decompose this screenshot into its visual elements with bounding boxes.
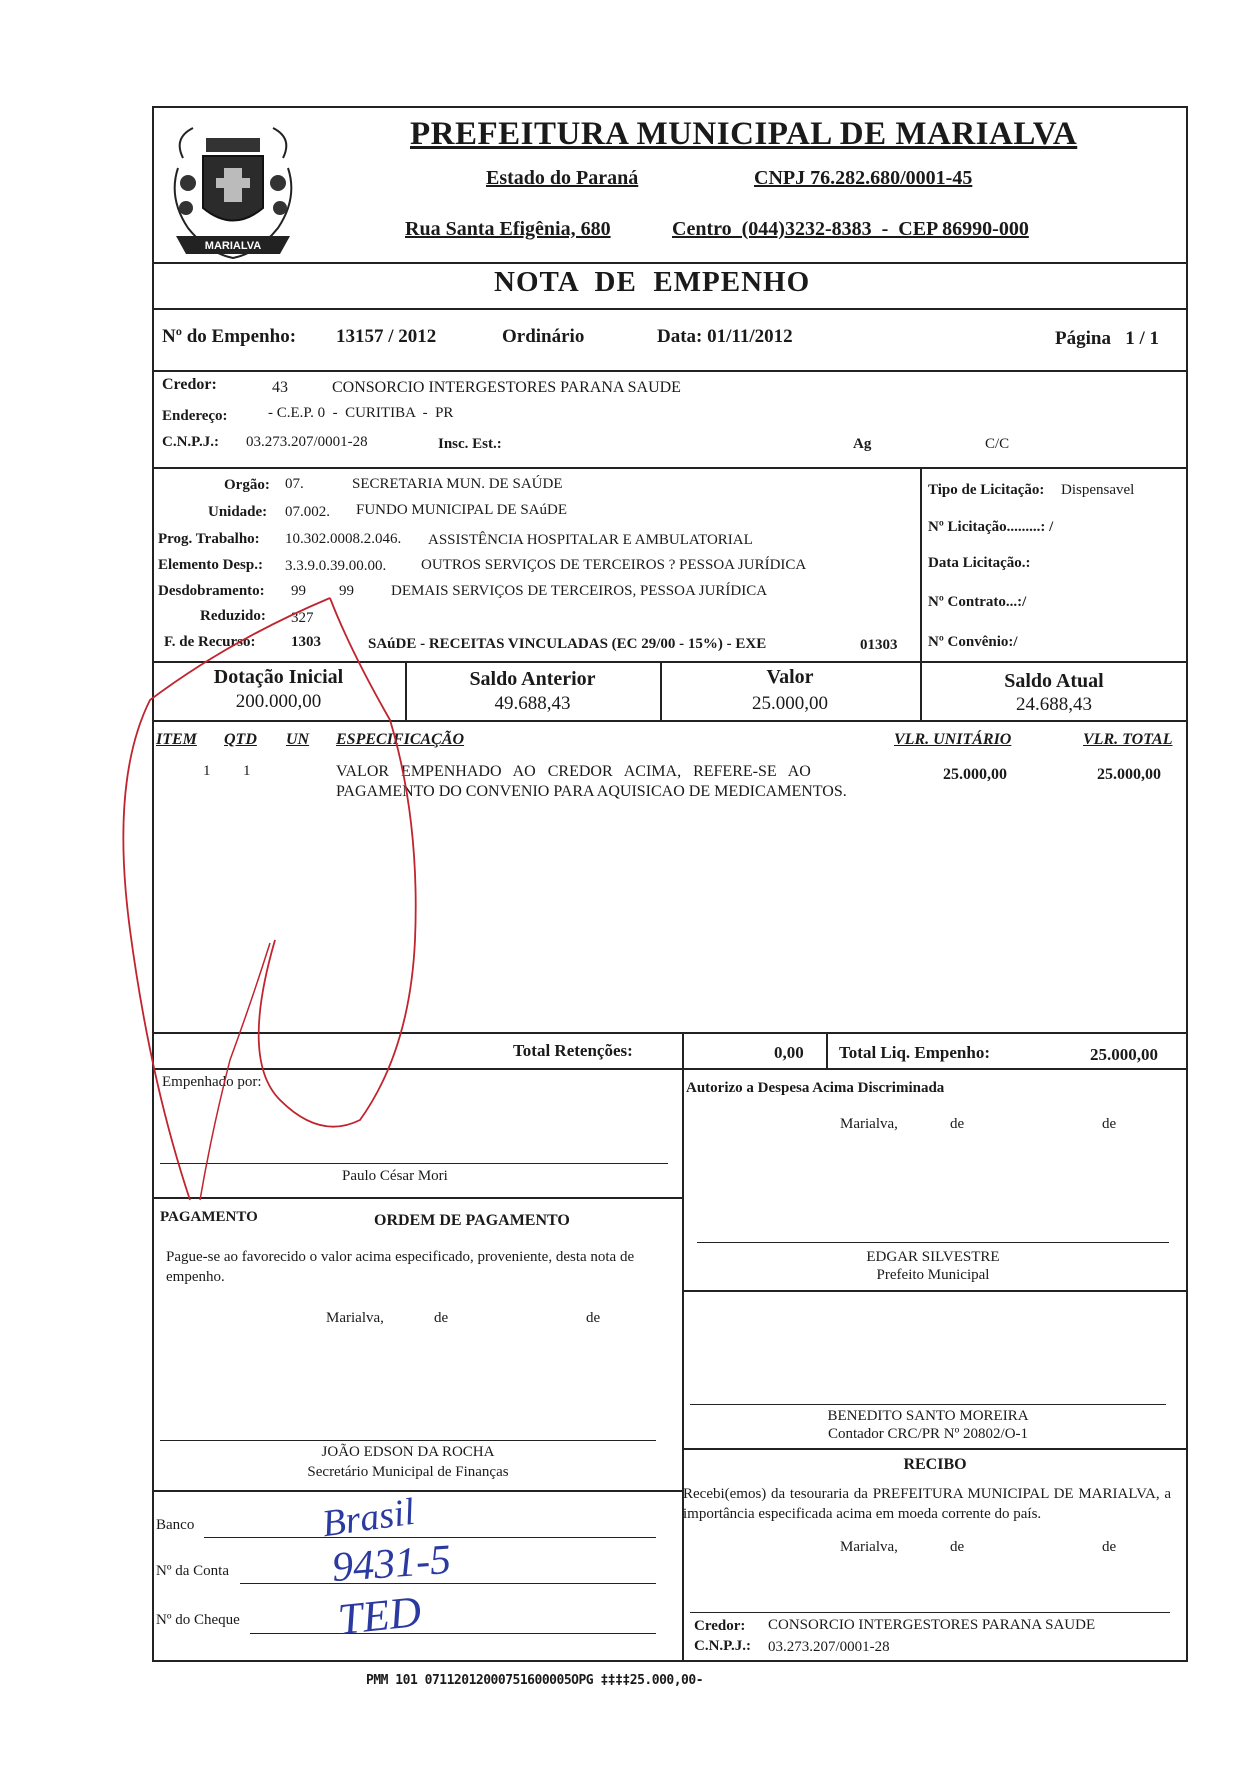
valor-label: Valor [766,666,814,688]
cnpj-credor-label: C.N.P.J.: [162,434,219,450]
elemento-value: 3.3.9.0.39.00.00. [285,558,387,574]
prefeito-title: Prefeito Municipal [876,1267,990,1283]
col-un: UN [286,731,310,748]
col-qtd: QTD [224,731,257,748]
saldo-atual-label: Saldo Atual [1004,670,1104,692]
saldo-anterior-label: Saldo Anterior [469,668,596,690]
item-qtd: 1 [243,763,251,779]
unidade-value: 07.002. [285,504,330,520]
empenho-date: Data: 01/11/2012 [657,326,793,347]
tipo-licitacao-value: Dispensavel [1061,482,1135,498]
recibo-title: RECIBO [903,1456,967,1473]
cheque-handwritten: TED [335,1586,424,1645]
prog-label: Prog. Trabalho: [158,531,260,547]
reduzido-value: 327 [291,610,314,626]
item-spec-line1: VALOR EMPENHADO AO CREDOR ACIMA, REFERE-SE AO [336,763,811,780]
ordem-pagamento-label: ORDEM DE PAGAMENTO [374,1212,570,1229]
elemento-label: Elemento Desp.: [158,557,263,573]
footer-code: PMM 101 07112012000751600005OPG ‡‡‡‡25.000,00- [366,1673,704,1688]
total-liq-value: 25.000,00 [1090,1045,1158,1064]
banco-label: Banco [156,1517,195,1533]
recibo-marialva: Marialva, [840,1539,898,1555]
prefeito-name: EDGAR SILVESTRE [866,1249,1000,1265]
empenhado-por-name: Paulo César Mori [342,1168,448,1184]
recibo-credor-label: Credor: [694,1618,746,1634]
page-title: PREFEITURA MUNICIPAL DE MARIALVA [410,116,1078,152]
autorizo-marialva: Marialva, [840,1116,898,1132]
credor-name: CONSORCIO INTERGESTORES PARANA SAUDE [332,379,681,396]
numero-licitacao: Nº Licitação.........: / [928,519,1054,535]
recibo-credor-name: CONSORCIO INTERGESTORES PARANA SAUDE [768,1617,1096,1633]
empenhado-por-label: Empenhado por: [162,1074,262,1090]
recurso-code: 01303 [860,637,898,653]
endereco-value: - C.E.P. 0 - CURITIBA - PR [268,405,454,421]
desdobramento-b: 99 [339,583,354,599]
valor-value: 25.000,00 [752,693,828,714]
secretario-name: JOÃO EDSON DA ROCHA [321,1444,495,1460]
elemento-desc: OUTROS SERVIÇOS DE TERCEIROS ? PESSOA JURÍDICA [421,557,807,573]
autorizo-de-1: de [950,1116,965,1132]
cheque-label: Nº do Cheque [156,1612,240,1628]
orgao-value: 07. [285,476,304,492]
autorizo-de-2: de [1102,1116,1117,1132]
prog-desc: ASSISTÊNCIA HOSPITALAR E AMBULATORIAL [428,532,753,548]
address-label: Rua Santa Efigênia, 680 [405,218,611,240]
item-unit-value: 25.000,00 [943,766,1007,783]
retencoes-value: 0,00 [774,1043,804,1062]
recurso-value: 1303 [291,634,321,650]
credor-label: Credor: [162,376,217,393]
orgao-desc: SECRETARIA MUN. DE SAÚDE [352,476,563,492]
pagamento-de-2: de [586,1310,601,1326]
total-liq-label: Total Liq. Empenho: [839,1043,990,1062]
empenho-type: Ordinário [502,326,585,347]
pagamento-label: PAGAMENTO [160,1209,258,1225]
ag-label: Ag [853,436,872,452]
banco-handwritten: Brasil [319,1490,418,1546]
desdobramento-a: 99 [291,583,306,599]
autorizo-label: Autorizo a Despesa Acima Discriminada [686,1080,945,1096]
insc-est-label: Insc. Est.: [438,436,502,452]
contador-name: BENEDITO SANTO MOREIRA [827,1408,1029,1424]
saldo-atual-value: 24.688,43 [1016,694,1092,715]
contador-title: Contador CRC/PR Nº 20802/O-1 [827,1426,1029,1442]
col-spec: ESPECIFICAÇÃO [336,731,465,748]
recurso-label: F. de Recurso: [164,634,256,650]
unidade-label: Unidade: [208,504,268,520]
item-spec-line2: PAGAMENTO DO CONVENIO PARA AQUISICAO DE MEDICAMENTOS. [336,783,847,800]
pagamento-marialva: Marialva, [326,1310,384,1326]
doc-title: NOTA DE EMPENHO [494,266,811,298]
col-total: VLR. TOTAL [1083,731,1173,748]
empenho-number-label: Nº do Empenho: [162,326,297,347]
cc-label: C/C [985,436,1010,452]
dotacao-inicial-value: 200.000,00 [235,691,322,712]
conta-label: Nº da Conta [156,1563,229,1579]
recurso-desc: SAúDE - RECEITAS VINCULADAS (EC 29/00 - 15%) - EXE [368,636,767,652]
recibo-cnpj-value: 03.273.207/0001-28 [768,1639,890,1655]
credor-code: 43 [272,379,288,396]
empenho-number: 13157 / 2012 [336,326,437,347]
pagamento-text: Pague-se ao favorecido o valor acima especificado, proveniente, desta nota de empenho. [166,1249,635,1285]
item-number: 1 [203,763,211,779]
col-item: ITEM [156,731,197,748]
data-licitacao: Data Licitação.: [928,555,1031,571]
reduzido-label: Reduzido: [200,608,266,624]
recibo-de-2: de [1102,1539,1117,1555]
numero-convenio: Nº Convênio:/ [928,634,1018,650]
desdobramento-desc: DEMAIS SERVIÇOS DE TERCEIROS, PESSOA JURÍDICA [391,583,768,599]
coat-of-arms-text: MARIALVA [204,240,262,252]
dotacao-inicial-label: Dotação Inicial [213,666,344,688]
col-unit: VLR. UNITÁRIO [894,731,1012,748]
conta-handwritten: 9431-5 [330,1536,453,1592]
retencoes-label: Total Retenções: [513,1041,633,1060]
saldo-anterior-value: 49.688,43 [494,693,571,714]
numero-contrato: Nº Contrato...:/ [928,594,1027,610]
recibo-text: Recebi(emos) da tesouraria da PREFEITURA MUNICIPAL DE MARIALVA, a importância especificada acima em moeda corrente do país. [683,1486,1171,1522]
recibo-cnpj-label: C.N.P.J.: [694,1638,751,1654]
pagamento-de-1: de [434,1310,449,1326]
cnpj-label: CNPJ 76.282.680/0001-45 [754,167,973,189]
district-phone-cep: Centro (044)3232-8383 - CEP 86990-000 [672,218,1029,240]
prog-value: 10.302.0008.2.046. [285,531,402,547]
desdobramento-label: Desdobramento: [158,583,265,599]
item-total-value: 25.000,00 [1097,766,1161,783]
recibo-de-1: de [950,1539,965,1555]
page-number: Página 1 / 1 [1055,328,1159,349]
cnpj-credor-value: 03.273.207/0001-28 [246,434,368,450]
state-label: Estado do Paraná [486,167,639,189]
unidade-desc: FUNDO MUNICIPAL DE SAúDE [356,502,567,518]
secretario-title: Secretário Municipal de Finanças [307,1464,509,1480]
tipo-licitacao-label: Tipo de Licitação: [928,482,1045,498]
endereco-label: Endereço: [162,408,228,424]
orgao-label: Orgão: [224,477,270,493]
